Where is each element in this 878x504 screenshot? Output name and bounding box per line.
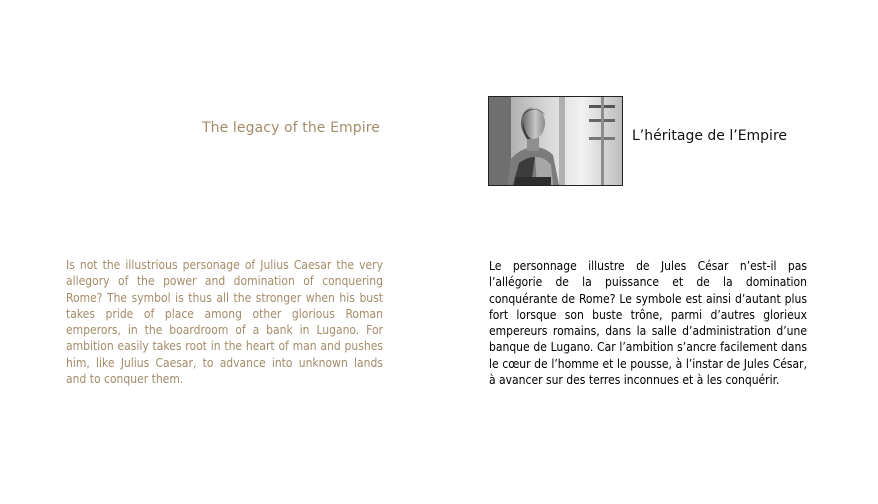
english-body: Is not the illustrious personage of Julius Caesar the very allegory of the power and domination of conquering Rome? The symbol is thus all the stronger when his bust takes pride of place among other glorious Roman emperors, in the boardroom of a bank in Lugano. For ambition easily takes root in the heart of man and pushes him, like Julius Caesar, to advance into unknown lands and to conquer them.	[66, 258, 383, 387]
english-title: The legacy of the Empire	[202, 120, 380, 136]
french-body: Le personnage illustre de Jules César n’est-il pas l’allégorie de la puissance et de la domination conquérante de Rome? Le symbole est ainsi d’autant plus fort lorsque son buste trône, parmi d’autres glorieux empereurs romains, dans la salle d’administration d’une banque de Lugano. Car l’ambition s’ancre facilement dans le cœur de l’homme et le pousse, à l’instar de Jules César, à avancer sur des terres inconnues et à les conquérir.	[489, 259, 807, 388]
french-title: L’héritage de l’Empire	[632, 128, 788, 144]
caesar-bust-photo	[488, 96, 623, 186]
bust-illustration	[489, 97, 622, 185]
